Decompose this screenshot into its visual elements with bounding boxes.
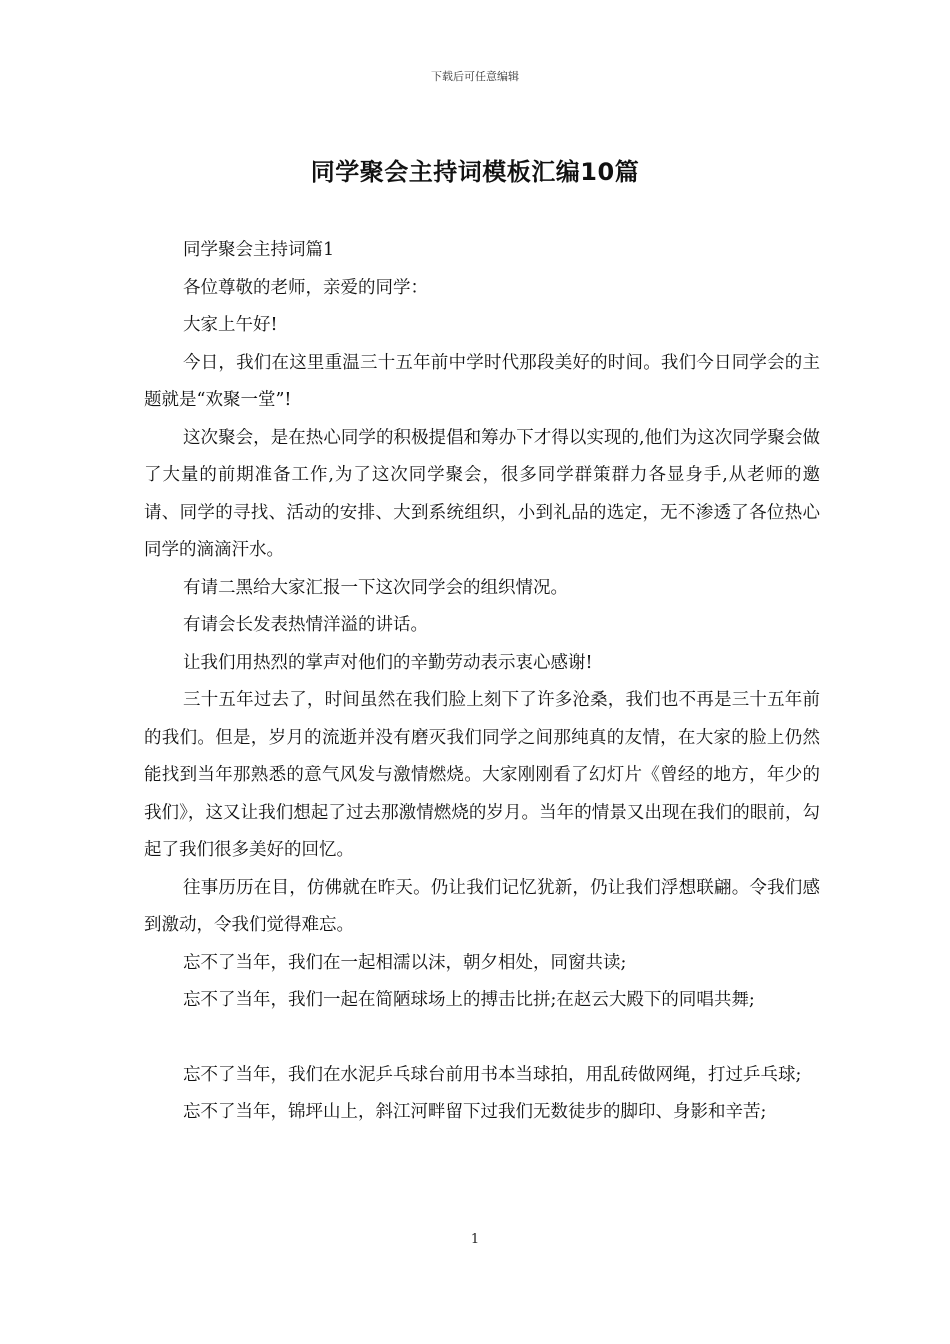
paragraph: 各位尊敬的老师，亲爱的同学： bbox=[183, 277, 428, 298]
paragraph: 有请会长发表热情洋溢的讲话。 bbox=[183, 615, 428, 635]
page-header-note: 下载后可任意编辑 bbox=[431, 70, 519, 83]
paragraph: 忘不了当年，我们一起在简陋球场上的搏击比拼;在赵云大殿下的同唱共舞; bbox=[183, 990, 755, 1010]
document-title: 同学聚会主持词模板汇编10篇 bbox=[310, 158, 640, 186]
paragraph: 有请二黑给大家汇报一下这次同学会的组织情况。 bbox=[183, 577, 568, 598]
document-body bbox=[144, 232, 820, 1132]
paragraph: 这次聚会，是在热心同学的积极提倡和筹办下才得以实现的,他们为这次同学聚会做了大量的前期准备工作,为了这次同学聚会，很多同学群策群力各显身手,从老师的邀请、同学的寻找、活动的安排、大到系统组织，小到礼品的选定，无不渗透了各位热心同学的滴滴汗水。 bbox=[144, 427, 820, 560]
paragraph: 往事历历在目，仿佛就在昨天。仍让我们记忆犹新，仍让我们浮想联翩。令我们感到激动，令我们觉得难忘。 bbox=[144, 877, 820, 935]
paragraph: 让我们用热烈的掌声对他们的辛勤劳动表示衷心感谢! bbox=[183, 652, 593, 673]
page-number: 1 bbox=[470, 1232, 480, 1247]
paragraph: 忘不了当年，锦坪山上，斜江河畔留下过我们无数徒步的脚印、身影和辛苦; bbox=[183, 1102, 767, 1122]
section-heading: 同学聚会主持词篇1 bbox=[183, 240, 335, 260]
paragraph: 大家上午好! bbox=[183, 315, 278, 335]
paragraph: 今日，我们在这里重温三十五年前中学时代那段美好的时间。我们今日同学会的主题就是“欢聚一堂”! bbox=[144, 352, 820, 410]
paragraph: 忘不了当年，我们在一起相濡以沫，朝夕相处，同窗共读; bbox=[183, 952, 627, 973]
paragraph: 三十五年过去了，时间虽然在我们脸上刻下了许多沧桑，我们也不再是三十五年前的我们。但是，岁月的流逝并没有磨灭我们同学之间那纯真的友情，在大家的脸上仍然能找到当年那熟悉的意气风发与激情燃烧。大家刚刚看了幻灯片《曾经的地方，年少的我们》，这又让我们想起了过去那激情燃烧的岁月。当年的情景又出现在我们的眼前，勾起了我们很多美好的回忆。 bbox=[144, 690, 820, 860]
paragraph: 忘不了当年，我们在水泥乒乓球台前用书本当球拍，用乱砖做网绳，打过乒乓球; bbox=[183, 1064, 802, 1085]
